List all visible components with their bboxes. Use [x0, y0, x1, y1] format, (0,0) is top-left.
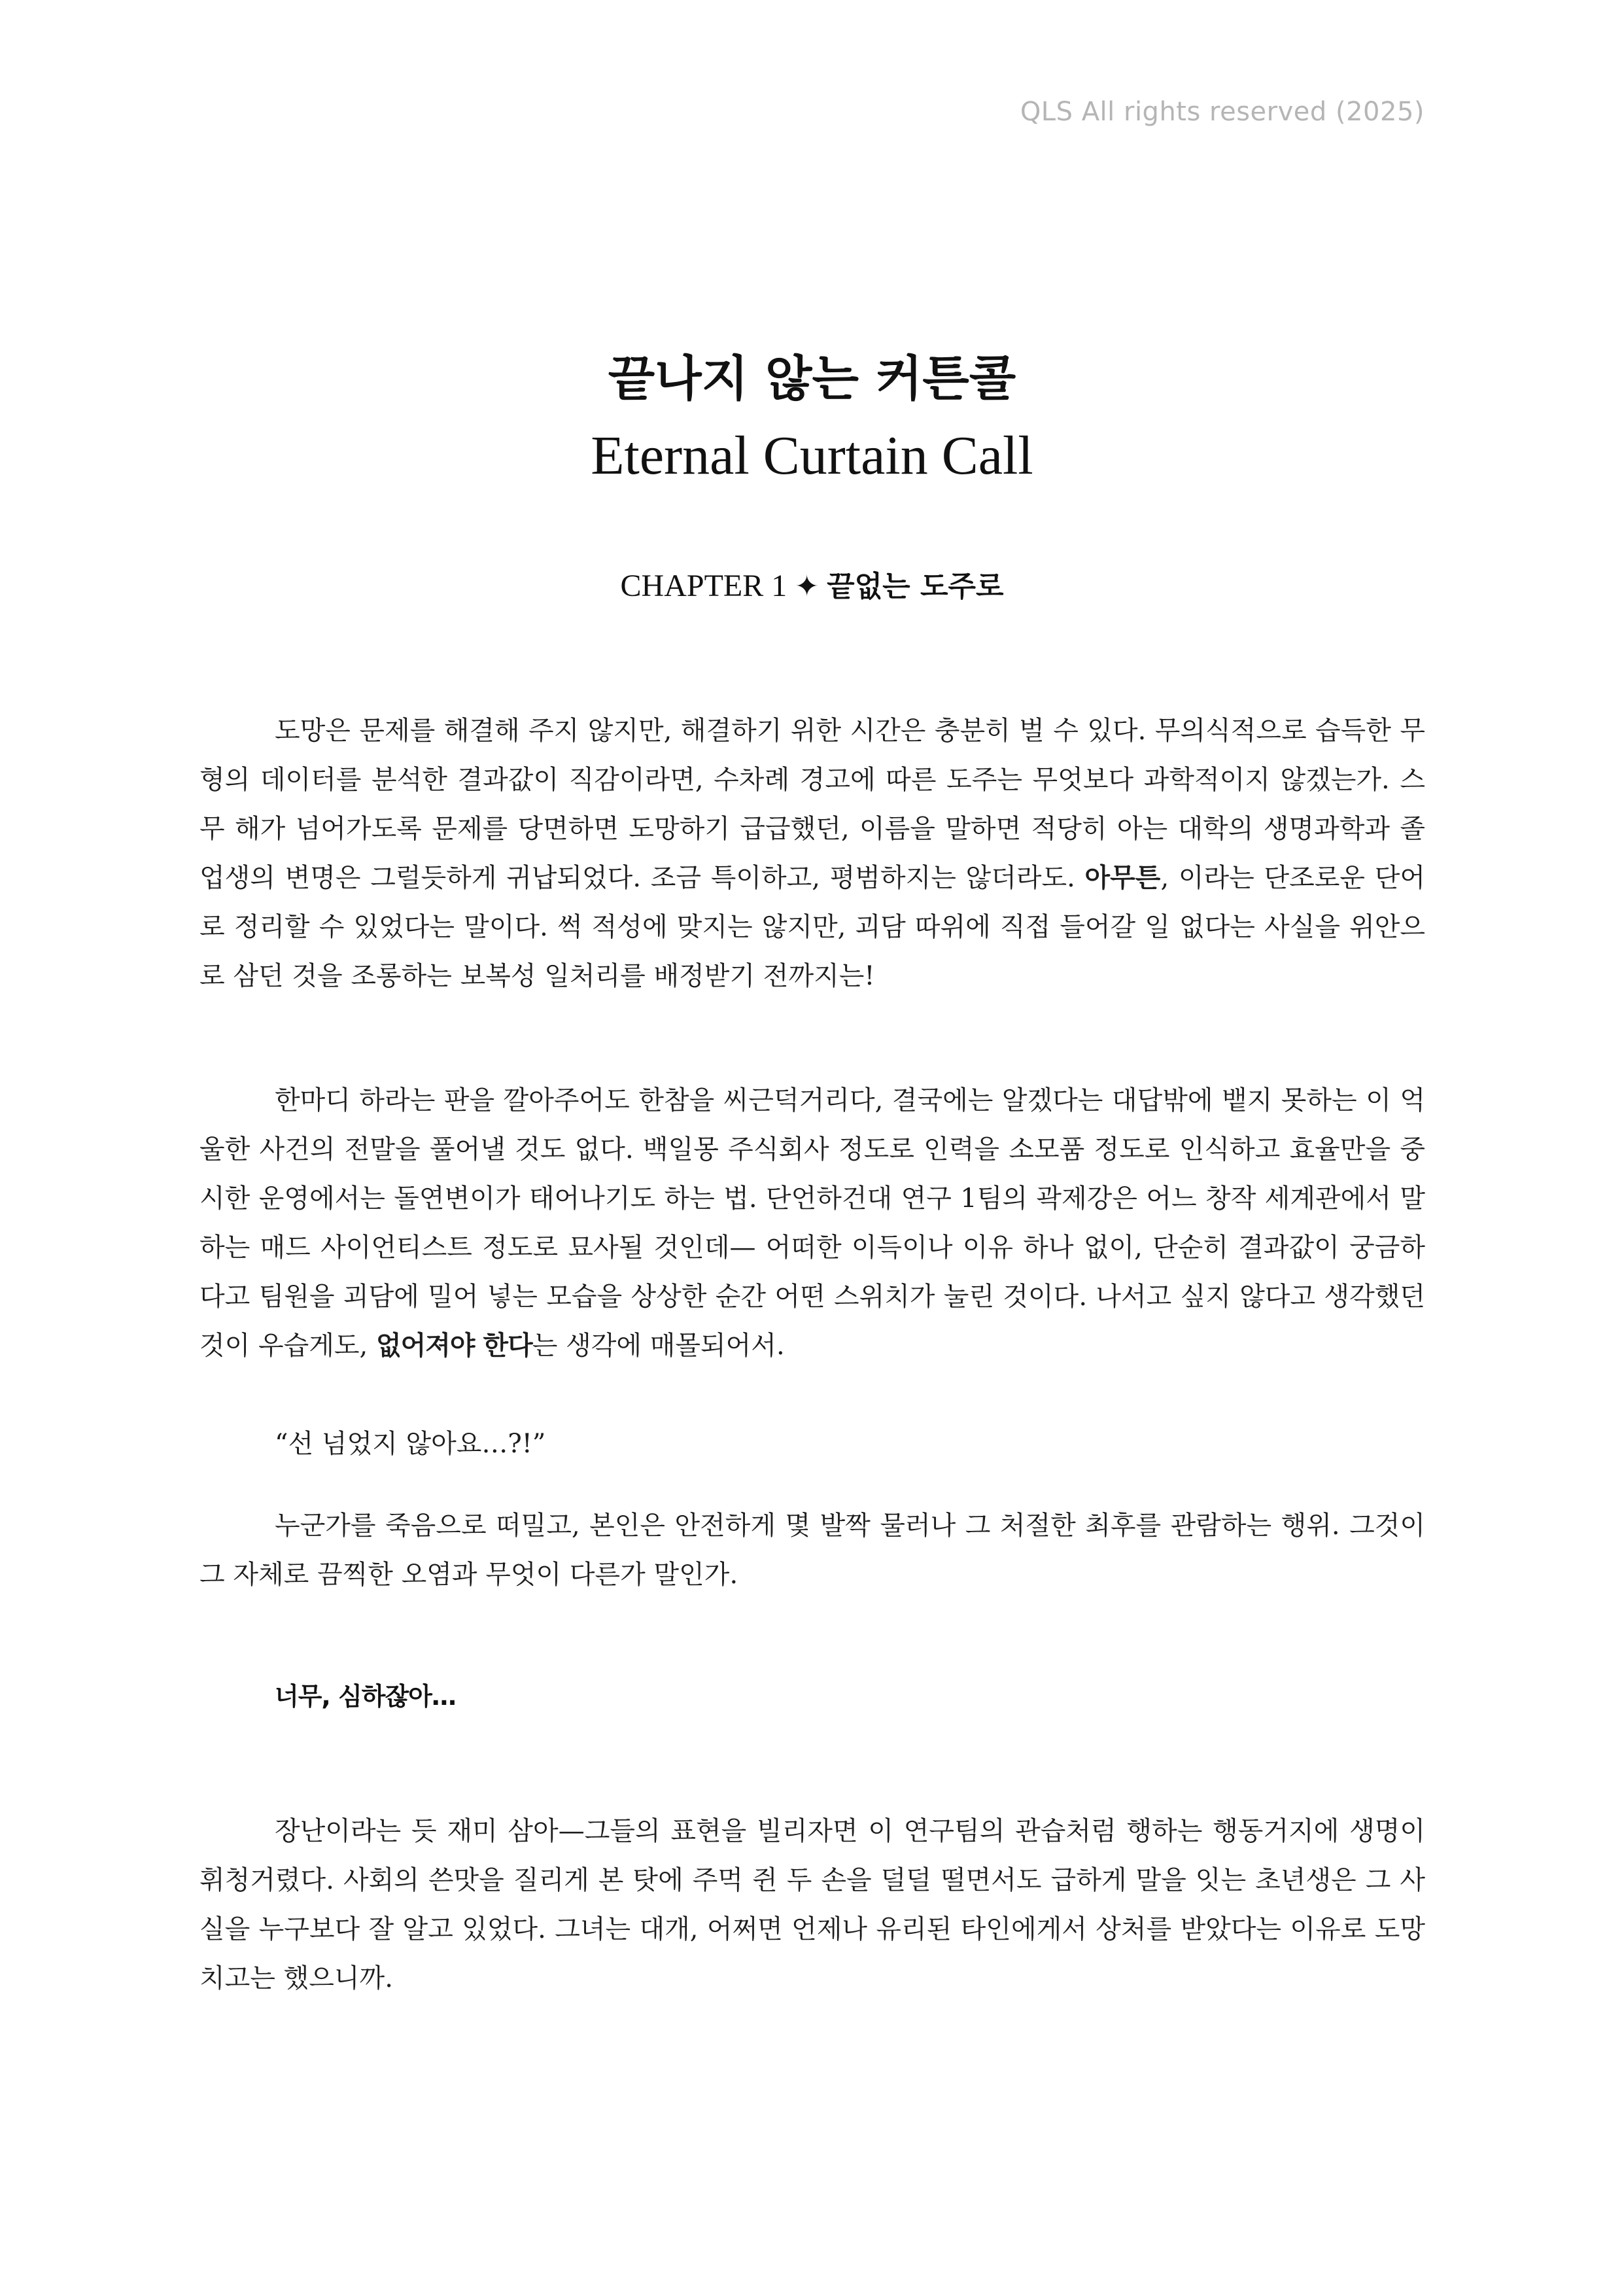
paragraph-3: 누군가를 죽음으로 떠밀고, 본인은 안전하게 몇 발짝 물러나 그 처절한 최후를 관람하는 행위. 그것이 그 자체로 끔찍한 오염과 무엇이 다른가 말인가.: [199, 1511, 1425, 1590]
chapter-heading: [0, 563, 1624, 604]
paragraph-4: 장난이라는 듯 재미 삼아—그들의 표현을 빌리자면 이 연구팀의 관습처럼 행하는 행동거지에 생명이 휘청거렸다. 사회의 쓴맛을 질리게 본 탓에 주먹 쥔 두 손을 덜덜 떨면서도 급하게 말을 잇는 초년생은 그 사실을 누구보다 잘 알고 있었다. 그녀는 대개, 어쩌면 언제나 유리된 타인에게서 상처를 받았다는 이유로 도망치고는 했으니까.: [199, 1816, 1425, 1993]
paragraph-text: , 이라는 단조로운 단어로 정리할 수 있었다는 말이다. 썩 적성에 맞지는 않지만, 괴담 따위에 직접 들어갈 일 없다는 사실을 위안으로 삼던 것을 조롱하는 보복성 일처리를 배정받기 전까지는!: [199, 863, 1426, 991]
paragraph-text: 한마디 하라는 판을 깔아주어도 한참을 씨근덕거리다, 결국에는 알겠다는 대답밖에 뱉지 못하는 이 억울한 사건의 전말을 풀어낼 것도 없다. 백일몽 주식회사 정도로 인력을 소모품 정도로 인식하고 효율만을 중시한 운영에서는 돌연변이가 태어나기도 하는 법. 단언하건대 연구 1팀의 곽제강은 어느 창작 세계관에서 말하는 매드 사이언티스트 정도로 묘사될 것인데— 어떠한 이득이나 이유 하나 없이, 단순히 결과값이 궁금하다고 팀원을 괴담에 밀어 넣는 모습을 상상한 순간 어떤 스위치가 눌린 것이다. 나서고 싶지 않다고 생각했던 것이 우습게도,: [199, 1085, 1425, 1361]
title-korean: 끝나지 않는 커튼콜: [608, 351, 1016, 407]
title-english: Eternal Curtain Call: [591, 425, 1033, 486]
chapter-label: CHAPTER 1: [620, 569, 787, 603]
paragraph-2: [199, 1076, 1425, 1371]
paragraph-text: 는 생각에 매몰되어서.: [532, 1331, 785, 1361]
emphasis-text: 아무튼: [1084, 863, 1161, 893]
emphasis-text: 없어져야 한다: [375, 1331, 532, 1361]
inner-thought: 너무, 심하잖아…: [275, 1682, 456, 1711]
chapter-name: 끝없는 도주로: [827, 570, 1004, 603]
paragraph-1: [199, 707, 1425, 1001]
star-separator-icon: ✦: [795, 570, 820, 603]
copyright-notice: QLS All rights reserved (2025): [1020, 97, 1425, 127]
paragraph-text: 도망은 문제를 해결해 주지 않지만, 해결하기 위한 시간은 충분히 벌 수 있다. 무의식적으로 습득한 무형의 데이터를 분석한 결과값이 직감이라면, 수차례 경고에 따른 도주는 무엇보다 과학적이지 않겠는가. 스무 해가 넘어가도록 문제를 당면하면 도망하기 급급했던, 이름을 말하면 적당히 아는 대학의 생명과학과 졸업생의 변명은 그럴듯하게 귀납되었다. 조금 특이하고, 평범하지는 않더라도.: [199, 716, 1425, 893]
dialogue-line: “선 넘었지 않아요…?!”: [275, 1429, 546, 1459]
